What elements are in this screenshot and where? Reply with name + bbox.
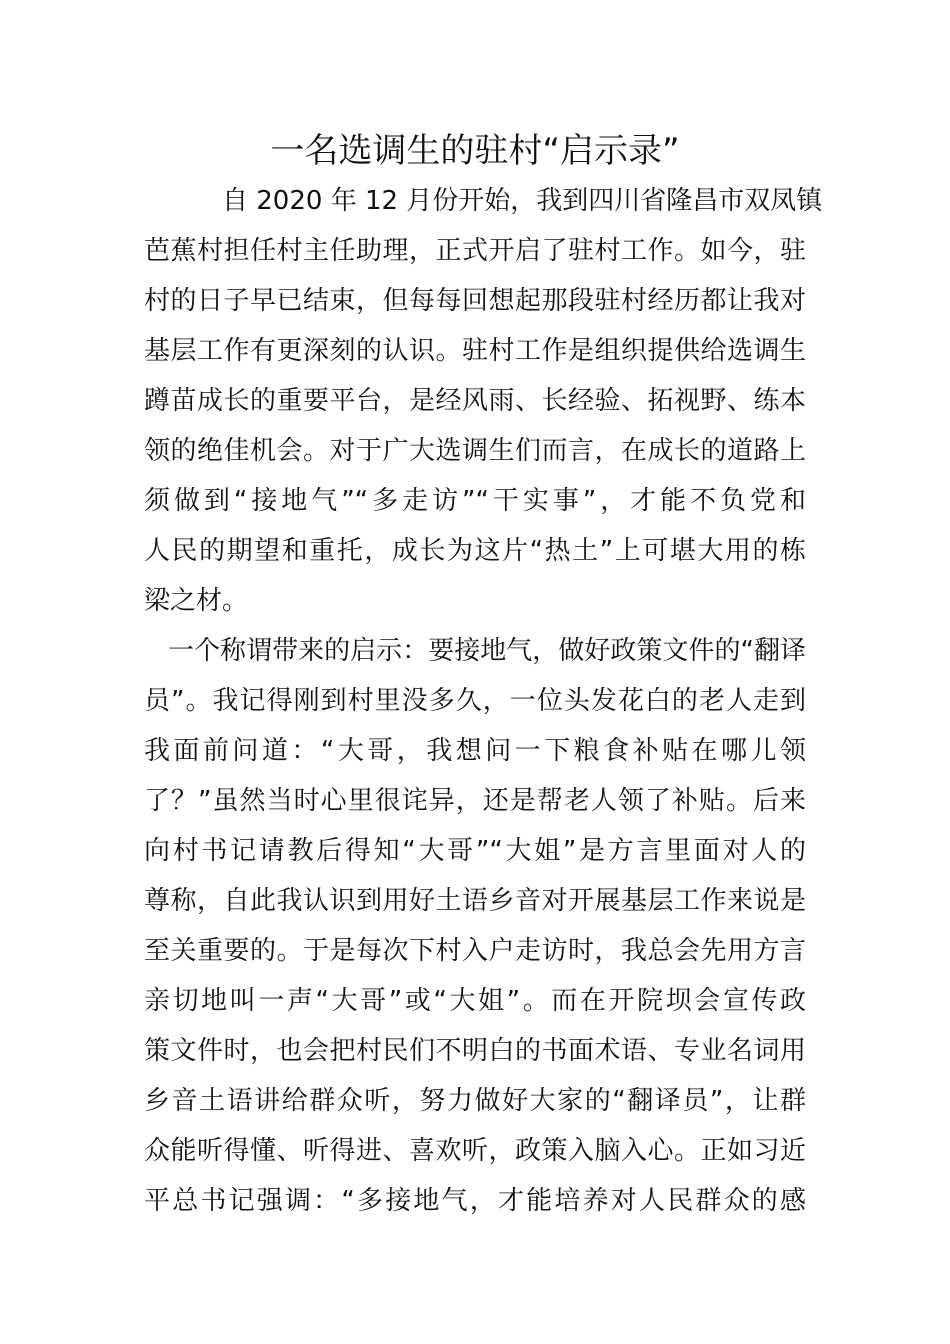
paragraph-2 (144, 626, 806, 1226)
paragraph-line: 向村书记请教后得知“大哥”“大姐”是方言里面对人的 (144, 836, 806, 866)
paragraph-line: 基层工作有更深刻的认识。驻村工作是组织提供给选调生 (144, 336, 806, 366)
paragraph-line: 村的日子早已结束，但每每回想起那段驻村经历都让我对 (144, 286, 806, 316)
paragraph-line: 至关重要的。于是每次下村入户走访时，我总会先用方言 (144, 936, 806, 966)
paragraph-line: 我面前问道：“大哥，我想问一下粮食补贴在哪儿领 (144, 736, 806, 766)
paragraph-line: 亲切地叫一声“大哥”或“大姐”。而在开院坝会宣传政 (144, 986, 806, 1016)
document-title: 一名选调生的驻村“启示录” (270, 131, 680, 171)
paragraph-line: 策文件时，也会把村民们不明白的书面术语、专业名词用 (144, 1036, 806, 1066)
paragraph-line: 自 2020 年 12 月份开始，我到四川省隆昌市双凤镇 (222, 186, 823, 216)
paragraph-line: 了？”虽然当时心里很诧异，还是帮老人领了补贴。后来 (144, 786, 806, 816)
paragraph-line: 人民的期望和重托，成长为这片“热土”上可堪大用的栋 (144, 536, 806, 566)
paragraph-line: 蹲苗成长的重要平台，是经风雨、长经验、拓视野、练本 (144, 386, 806, 416)
paragraph-1 (144, 176, 823, 626)
paragraph-line: 众能听得懂、听得进、喜欢听，政策入脑入心。正如习近 (144, 1136, 806, 1166)
paragraph-line: 尊称，自此我认识到用好土语乡音对开展基层工作来说是 (144, 886, 806, 916)
paragraph-line: 芭蕉村担任村主任助理，正式开启了驻村工作。如今，驻 (144, 236, 806, 266)
paragraph-line: 须做到“接地气”“多走访”“干实事”，才能不负党和 (144, 486, 806, 516)
paragraph-line: 乡音土语讲给群众听，努力做好大家的“翻译员”，让群 (144, 1086, 806, 1116)
paragraph-line: 梁之材。 (144, 586, 249, 616)
paragraph-line: 员”。我记得刚到村里没多久，一位头发花白的老人走到 (144, 686, 806, 716)
paragraph-line: 一个称谓带来的启示：要接地气，做好政策文件的“翻译 (168, 636, 806, 666)
paragraph-line: 领的绝佳机会。对于广大选调生们而言，在成长的道路上 (144, 436, 806, 466)
paragraph-line: 平总书记强调：“多接地气，才能培养对人民群众的感 (144, 1186, 806, 1216)
